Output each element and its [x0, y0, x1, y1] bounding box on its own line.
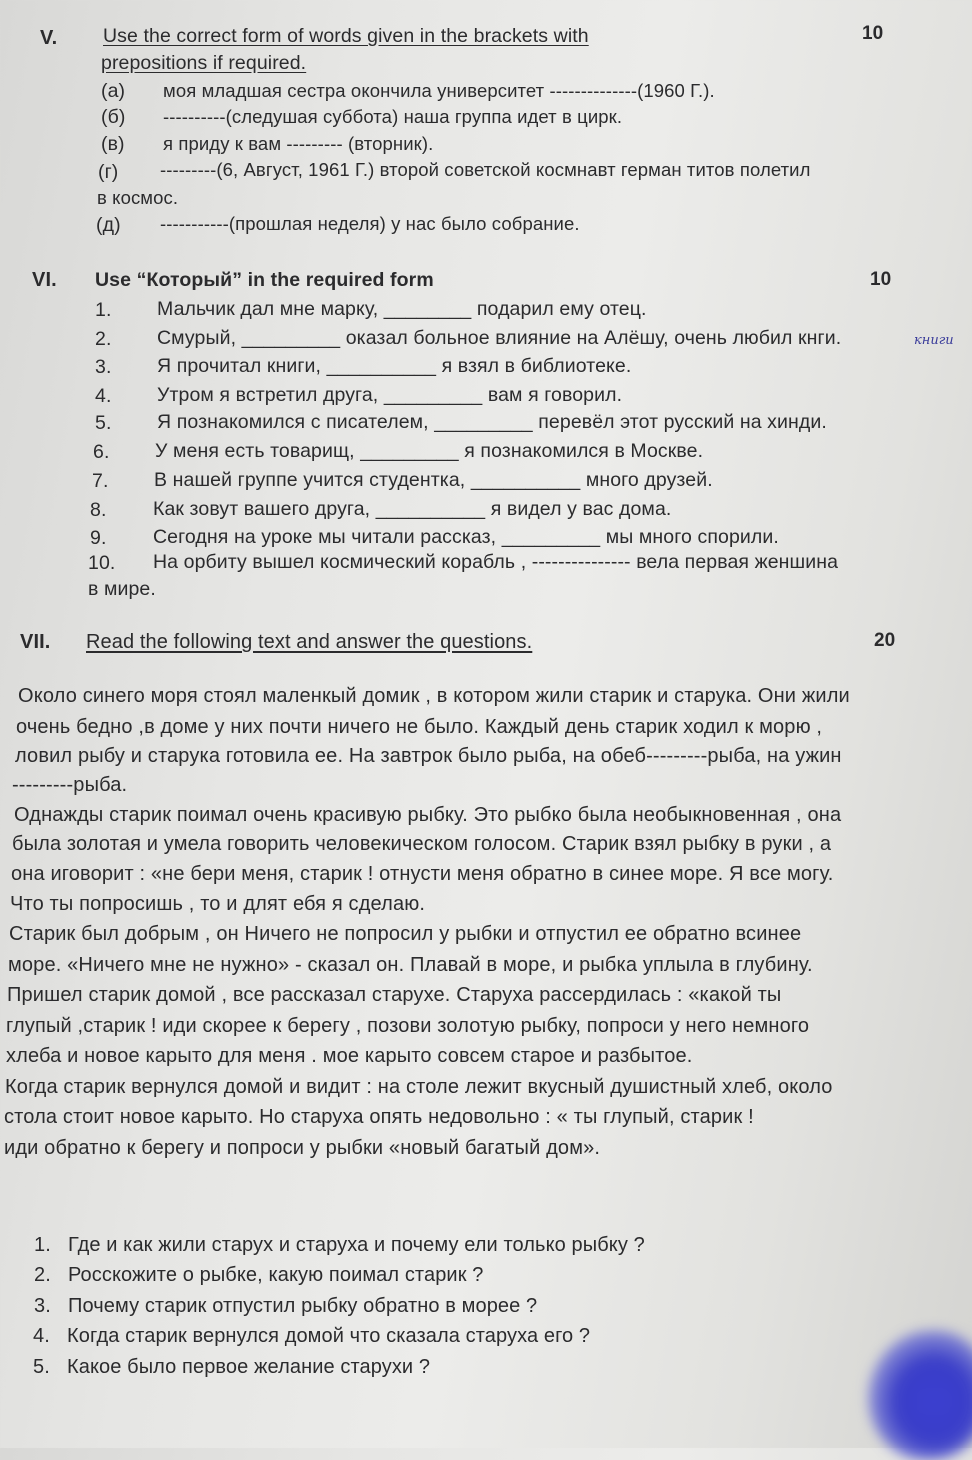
- question-text: Росскожите о рыбке, какую поимал старик ?: [68, 1264, 484, 1286]
- exercise-number: 6.: [93, 441, 110, 463]
- exercise-sentence: [153, 550, 838, 574]
- question-number: 1.: [34, 1234, 51, 1256]
- exercise-number: 4.: [95, 385, 112, 407]
- handwritten-correction: книги: [914, 333, 954, 348]
- sentence-part-b: много друзей.: [585, 469, 713, 491]
- question-text: Какое было первое желание старухи ?: [67, 1356, 431, 1378]
- exercise-sentence: [157, 354, 631, 378]
- answer-blank: _________: [434, 411, 533, 433]
- sentence-part-a: Я прочитал книги,: [157, 355, 322, 377]
- section-vi-number: VI.: [32, 269, 57, 291]
- exercise-number: 8.: [90, 499, 107, 521]
- passage-line: она иговорит : «не бери меня, старик ! отнусти меня обратно в синее море. Я все могу.: [11, 863, 834, 885]
- sentence-part-a: Мальчик дал мне марку,: [157, 298, 379, 320]
- section-v-item-label: (б): [101, 106, 126, 128]
- question-number: 5.: [33, 1356, 50, 1378]
- section-v-number: V.: [40, 27, 58, 49]
- sentence-part-b: я познакомился в Москве.: [464, 440, 704, 462]
- sentence-part-b: вам я говорил.: [487, 384, 623, 406]
- exercise-number: 9.: [90, 527, 107, 549]
- exercise-sentence: [157, 383, 622, 407]
- question-text: Когда старик вернулся домой что сказала старуха его ?: [67, 1325, 591, 1347]
- sentence-part-a: На орбиту вышел космический корабль ,: [153, 551, 527, 573]
- section-v-item-text: ---------(6, Август, 1961 Г.) второй советской космнавт герман титов полетил: [160, 159, 811, 180]
- passage-line: Когда старик вернулся домой и видит : на столе лежит вкусный душистный хлеб, около: [5, 1076, 833, 1098]
- exercise-number: 7.: [92, 470, 109, 492]
- answer-blank: ---------------: [531, 551, 631, 573]
- question-number: 3.: [34, 1295, 51, 1317]
- section-v-item-label: (д): [96, 214, 121, 236]
- answer-blank: ________: [383, 298, 472, 320]
- passage-line: хлеба и новое карыто для меня . мое карыто совсем старое и разбытое.: [6, 1045, 693, 1067]
- section-vii-number: VII.: [20, 631, 51, 653]
- section-vii-marks: 20: [874, 630, 896, 651]
- sentence-part-b: вела первая женшина: [636, 551, 839, 573]
- passage-line: ловил рыбу и старука готовила ее. На завтрок было рыба, на обеб---------рыба, на ужин: [15, 745, 842, 767]
- sentence-part-b: я взял в библиотеке.: [441, 355, 632, 377]
- passage-line: Пришел старик домой , все рассказал старухе. Старуха рассердилась : «какой ты: [7, 984, 782, 1006]
- passage-line: иди обратно к берегу и попроси у рыбки «новый багатый дом».: [4, 1137, 601, 1159]
- section-v-item-label: (г): [98, 161, 119, 183]
- sentence-part-a: У меня есть товарищ,: [155, 440, 355, 462]
- exercise-sentence: [157, 410, 827, 434]
- passage-line: Старик был добрым , он Ничего не попросил у рыбки и отпустил ее обратно всинее: [9, 923, 802, 945]
- sentence-part-a: Смурый,: [157, 327, 237, 349]
- exercise-number: 10.: [88, 552, 116, 574]
- passage-line: море. «Ничего мне не нужно» - сказал он. Плавай в море, и рыбка уплыла в глубину.: [8, 954, 813, 976]
- answer-blank: _________: [501, 526, 601, 548]
- question-text: Где и как жили старух и старуха и почему ели только рыбку ?: [68, 1234, 645, 1256]
- section-v-item-text: моя младшая сестра окончила университет --------------(1960 Г.).: [163, 80, 715, 101]
- sentence-part-b: оказал больное влияние на Алёшу, очень любил кнги.: [345, 327, 842, 349]
- exercise-sentence: [157, 297, 647, 321]
- answer-blank: _________: [360, 440, 459, 462]
- section-v-item-label: (a): [101, 80, 126, 102]
- exercise-number: 3.: [95, 356, 112, 378]
- section-v-marks: 10: [862, 23, 884, 44]
- answer-blank: _________: [383, 384, 483, 406]
- sentence-part-a: Как зовут вашего друга,: [153, 498, 371, 520]
- exercise-continuation: в мире.: [88, 578, 156, 600]
- sentence-part-b: я видел у вас дома.: [490, 498, 672, 520]
- exercise-number: 5.: [95, 412, 112, 434]
- section-vi-instruction: Use “Который” in the required form: [95, 269, 434, 291]
- section-v-instruction-line2: prepositions if required.: [101, 52, 307, 74]
- exercise-sentence: [153, 525, 779, 549]
- exercise-sentence: [153, 497, 671, 521]
- sentence-part-b: перевёл этот русский на хинди.: [538, 411, 827, 433]
- section-v-item-text: я приду к вам --------- (вторник).: [163, 133, 434, 154]
- section-vi-marks: 10: [870, 269, 892, 290]
- passage-line: ---------рыба.: [12, 774, 128, 796]
- sentence-part-b: подарил ему отец.: [476, 298, 647, 320]
- answer-blank: __________: [375, 498, 486, 520]
- passage-line: стола стоит новое карыто. Но старуха опять недовольно : « ты глупый, старик !: [4, 1106, 754, 1128]
- finger-blur-artifact: [868, 1330, 972, 1460]
- answer-blank: __________: [326, 355, 437, 377]
- section-v-instruction-line1: Use the correct form of words given in the brackets with: [103, 25, 589, 47]
- exercise-number: 2.: [95, 328, 112, 350]
- section-v-item-text-continuation: в космос.: [97, 187, 179, 208]
- exercise-number: 1.: [95, 299, 112, 321]
- question-text: Почему старик отпустил рыбку обратно в морее ?: [68, 1295, 538, 1317]
- sentence-part-a: Утром я встретил друга,: [157, 384, 379, 406]
- passage-line: Однажды старик поимал очень красивую рыбку. Это рыбко была необыкновенная , она: [14, 804, 842, 826]
- sentence-part-b: мы много спорили.: [605, 526, 779, 548]
- section-vii-instruction: Read the following text and answer the questions.: [86, 631, 533, 653]
- sentence-part-a: Сегодня на уроке мы читали рассказ,: [153, 526, 497, 548]
- section-v-item-text: -----------(прошлая неделя) у нас было собрание.: [160, 213, 580, 234]
- sentence-part-a: Я познакомился с писателем,: [157, 411, 429, 433]
- sentence-part-a: В нашей группе учится студентка,: [154, 469, 466, 491]
- exercise-sentence: [154, 468, 713, 492]
- passage-line: глупый ,старик ! иди скорее к берегу , позови золотую рыбку, попроси у него немного: [6, 1015, 810, 1037]
- passage-line: Что ты попросишь , то и длят ебя я сделаю.: [10, 893, 426, 915]
- question-number: 4.: [33, 1325, 50, 1347]
- answer-blank: _________: [241, 327, 341, 349]
- passage-line: была золотая и умела говорить человекическом голосом. Старик взял рыбку в руки , а: [12, 833, 832, 855]
- passage-line: очень бедно ,в доме у них почти ничего не было. Каждый день старик ходил к морю ,: [16, 716, 823, 738]
- answer-blank: __________: [470, 469, 581, 491]
- question-number: 2.: [34, 1264, 51, 1286]
- exercise-sentence: [157, 326, 841, 350]
- passage-line: Около синего моря стоял маленкый домик , в котором жили старик и старука. Они жили: [18, 685, 850, 707]
- section-v-item-text: ----------(следушая суббота) наша группа идет в цирк.: [163, 106, 623, 127]
- section-v-item-label: (в): [101, 133, 125, 155]
- exercise-sentence: [155, 439, 703, 463]
